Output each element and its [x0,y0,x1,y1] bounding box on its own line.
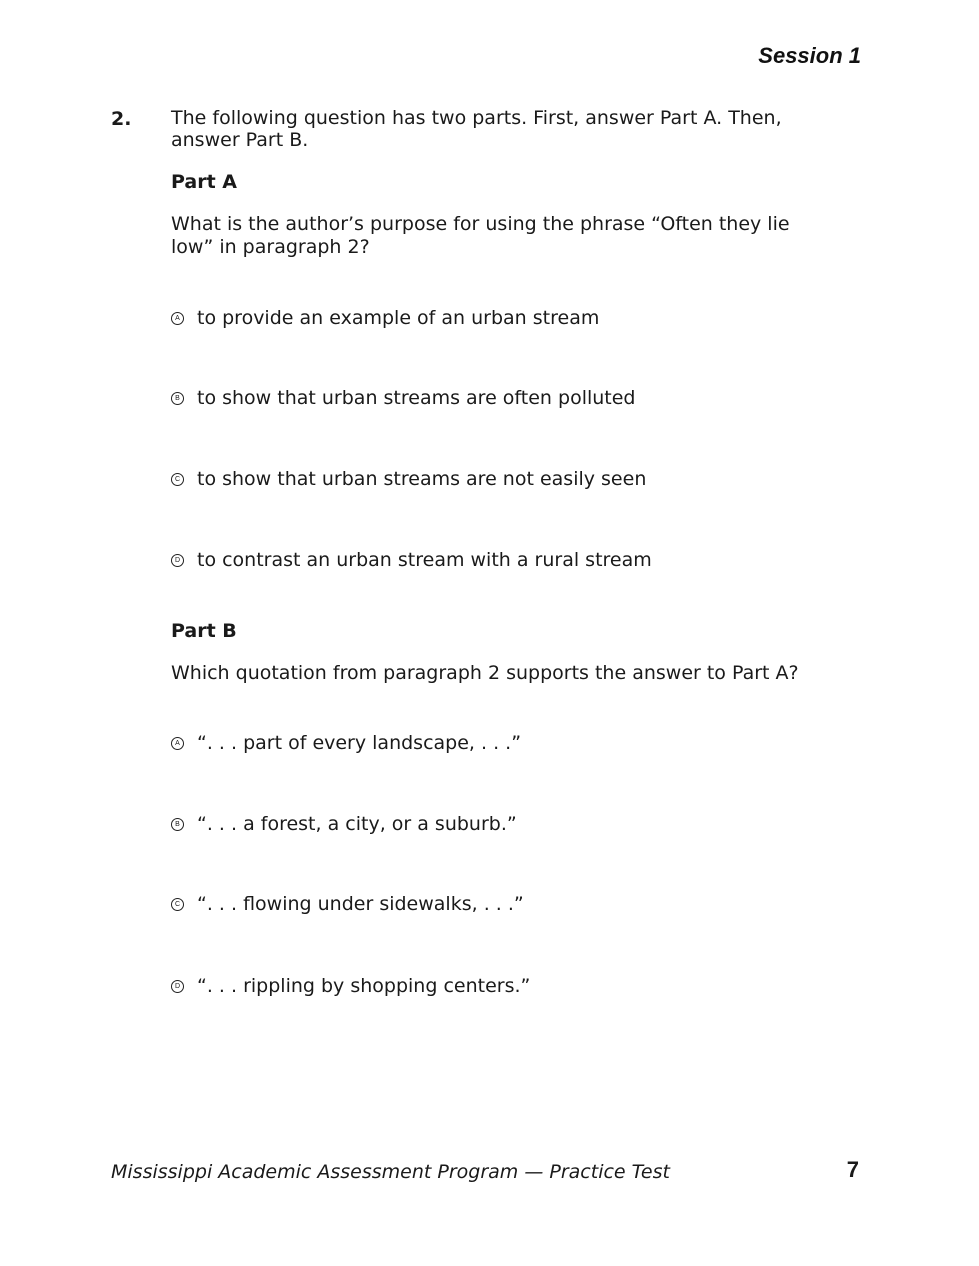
part-a-prompt: What is the author’s purpose for using the phrase “Often they lie low” in paragraph 2? [171,213,790,258]
choice-text: to contrast an urban stream with a rural stream [197,549,652,571]
part-b-prompt: Which quotation from paragraph 2 supports the answer to Part A? [171,662,799,684]
answer-bubble-a[interactable]: A [171,312,184,325]
question-number: 2. [111,108,132,130]
part-b-label: Part B [171,620,237,642]
question-stem: The following question has two parts. First, answer Part A. Then, answer Part B. [171,107,782,151]
session-label: Session 1 [758,43,861,68]
choice-text: to show that urban streams are not easily seen [197,468,647,490]
answer-bubble-a[interactable]: A [171,737,184,750]
page-number: 7 [846,1157,859,1182]
part-a-choice-b[interactable] [171,387,636,409]
choice-text: “. . . a forest, a city, or a suburb.” [197,813,517,835]
footer-program-title: Mississippi Academic Assessment Program — Practice Test [111,1161,670,1183]
answer-bubble-d[interactable]: D [171,554,184,567]
answer-bubble-b[interactable]: B [171,818,184,831]
part-a-label: Part A [171,171,238,193]
part-b-choice-d[interactable] [171,975,530,997]
choice-text: to show that urban streams are often polluted [197,387,636,409]
answer-bubble-d[interactable]: D [171,980,184,993]
answer-bubble-b[interactable]: B [171,392,184,405]
choice-text: to provide an example of an urban stream [197,307,600,329]
choice-text: “. . . part of every landscape, . . .” [197,732,522,754]
part-a-choice-c[interactable] [171,468,646,490]
part-b-choice-c[interactable] [171,893,524,915]
part-b-choice-a[interactable] [171,732,521,754]
answer-bubble-c[interactable]: C [171,898,184,911]
part-a-choice-d[interactable] [171,549,652,571]
choice-text: “. . . rippling by shopping centers.” [197,975,531,997]
answer-bubble-c[interactable]: C [171,473,184,486]
choice-text: “. . . flowing under sidewalks, . . .” [197,893,524,915]
part-a-choice-a[interactable] [171,307,599,329]
part-b-choice-b[interactable] [171,813,517,835]
